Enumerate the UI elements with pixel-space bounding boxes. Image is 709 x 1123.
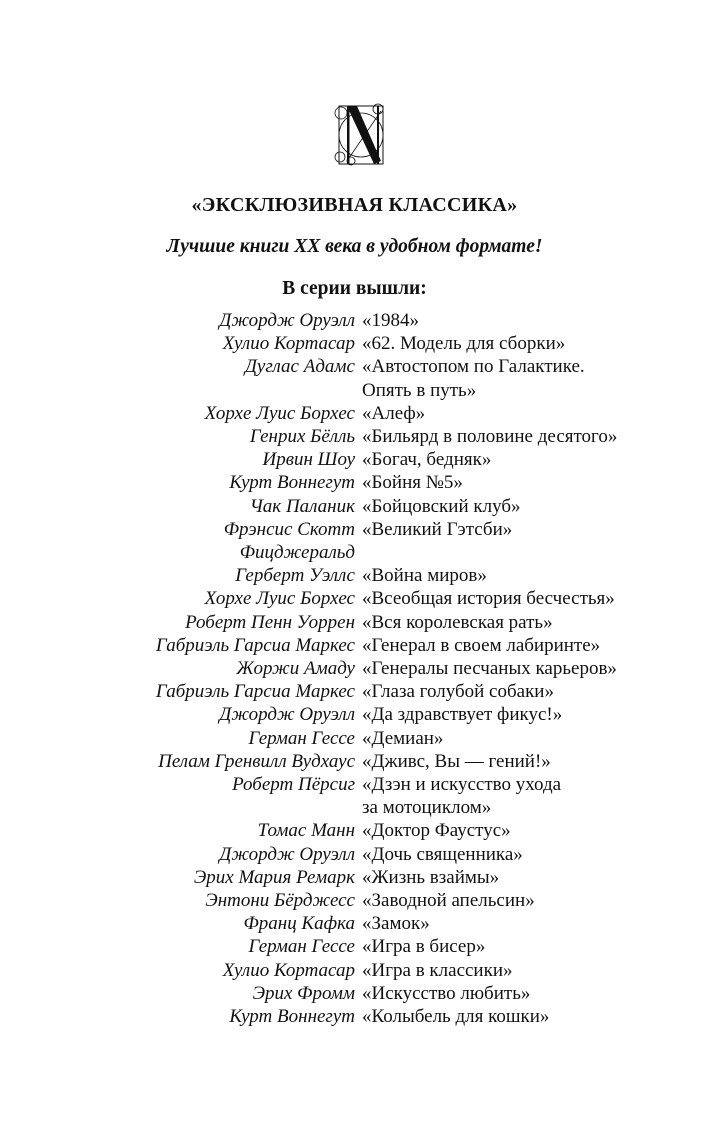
book-author (0, 611, 355, 634)
book-entry (0, 611, 709, 634)
book-author (0, 935, 355, 958)
author-line: Герман Гессе (248, 727, 355, 749)
book-entry (0, 773, 709, 819)
book-entry (0, 448, 709, 471)
book-list (0, 309, 709, 1028)
book-author (0, 727, 355, 750)
book-author (0, 309, 355, 332)
title-line: «Жизнь взаймы» (362, 866, 500, 888)
author-line: Эрих Мария Ремарк (193, 866, 355, 888)
book-title (355, 425, 617, 448)
title-line: «Заводной апельсин» (362, 890, 535, 912)
book-entry (0, 889, 709, 912)
title-line: «Генералы песчаных карьеров» (362, 658, 617, 680)
book-entry (0, 866, 709, 889)
title-line: «Глаза голубой собаки» (362, 681, 554, 703)
book-author (0, 680, 355, 703)
author-line: Томас Манн (257, 820, 355, 842)
book-author (0, 402, 355, 425)
author-line: Хорхе Луис Борхес (204, 588, 355, 610)
author-line: Дуглас Адамс (244, 356, 355, 378)
book-title (355, 611, 553, 634)
book-entry (0, 819, 709, 842)
book-title (355, 518, 512, 564)
author-line: Энтони Бёрджесс (205, 890, 355, 912)
book-author (0, 495, 355, 518)
book-title (355, 889, 535, 912)
book-author (0, 982, 355, 1005)
book-entry (0, 355, 709, 401)
book-author (0, 959, 355, 982)
title-line: «Вся королевская рать» (362, 611, 553, 633)
book-author (0, 518, 355, 564)
title-line: «Богач, бедняк» (362, 449, 492, 471)
book-title (355, 935, 485, 958)
book-author (0, 355, 355, 401)
title-line: «Великий Гэтсби» (362, 518, 513, 540)
title-line: «Всеобщая история бесчестья» (362, 588, 615, 610)
book-title (355, 1005, 549, 1028)
book-title (355, 355, 585, 401)
list-heading: В серии вышли: (282, 278, 427, 299)
author-line: Жоржи Амаду (236, 658, 355, 680)
book-title (355, 448, 491, 471)
author-line: Джордж Оруэлл (219, 310, 355, 331)
book-entry (0, 703, 709, 726)
author-line: Джордж Оруэлл (219, 843, 355, 865)
book-entry (0, 680, 709, 703)
book-entry (0, 657, 709, 680)
publisher-logo-icon (333, 103, 389, 167)
book-title (355, 773, 561, 819)
book-author (0, 425, 355, 448)
author-line: Фрэнсис Скотт (223, 518, 355, 540)
book-author (0, 912, 355, 935)
title-line: «Замок» (362, 913, 430, 935)
book-title (355, 634, 600, 657)
title-line: «Автостопом по Галактике. (362, 356, 585, 378)
author-line: Герберт Уэллс (235, 565, 355, 587)
book-entry (0, 402, 709, 425)
author-line: Ирвин Шоу (262, 449, 355, 471)
book-title (355, 912, 430, 935)
book-author (0, 471, 355, 494)
title-line: «1984» (362, 310, 419, 331)
title-line: «Генерал в своем лабиринте» (362, 634, 601, 656)
author-line: Курт Воннегут (229, 1006, 355, 1028)
title-line: «Демиан» (362, 727, 444, 749)
book-title (355, 959, 513, 982)
book-entry (0, 425, 709, 448)
book-author (0, 1005, 355, 1028)
book-author (0, 564, 355, 587)
book-entry (0, 309, 709, 332)
book-entry (0, 1005, 709, 1028)
title-line: «Игра в классики» (362, 959, 513, 981)
book-title (355, 680, 554, 703)
title-line: «Бильярд в половине десятого» (362, 426, 618, 448)
title-line: «Война миров» (362, 565, 487, 587)
book-author (0, 587, 355, 610)
book-author (0, 750, 355, 773)
book-title (355, 564, 487, 587)
book-title (355, 471, 463, 494)
author-line: Хулио Кортасар (222, 333, 355, 355)
book-title (355, 819, 511, 842)
book-author (0, 819, 355, 842)
book-entry (0, 471, 709, 494)
book-author (0, 773, 355, 819)
book-entry (0, 634, 709, 657)
book-title (355, 402, 425, 425)
book-title (355, 866, 499, 889)
title-line: «Бойцовский клуб» (362, 495, 521, 517)
title-line: Опять в путь» (362, 379, 477, 401)
book-entry (0, 959, 709, 982)
title-line: «Игра в бисер» (362, 936, 486, 958)
title-line: «Дзэн и искусство ухода (362, 774, 562, 796)
book-entry (0, 935, 709, 958)
book-title (355, 657, 617, 680)
book-author (0, 332, 355, 355)
author-line: Джордж Оруэлл (219, 704, 355, 726)
book-author (0, 843, 355, 866)
book-entry (0, 587, 709, 610)
book-author (0, 889, 355, 912)
title-line: «Доктор Фаустус» (362, 820, 511, 842)
author-line: Пелам Гренвилл Вудхаус (158, 750, 355, 772)
book-title (355, 587, 615, 610)
author-line: Генрих Бёлль (249, 426, 355, 448)
author-line: Роберт Пенн Уоррен (185, 611, 355, 633)
title-line: «Бойня №5» (362, 472, 463, 494)
title-line: «Колыбель для кошки» (362, 1006, 550, 1028)
book-title (355, 332, 565, 355)
author-line: Герман Гессе (248, 936, 355, 958)
author-line: Хорхе Луис Борхес (204, 402, 355, 424)
author-line: Курт Воннегут (229, 472, 355, 494)
book-entry (0, 332, 709, 355)
book-entry (0, 727, 709, 750)
book-title (355, 703, 562, 726)
book-author (0, 634, 355, 657)
author-line: Габриэль Гарсиа Маркес (155, 634, 355, 656)
book-title (355, 495, 521, 518)
book-entry (0, 564, 709, 587)
title-line: за мотоциклом» (362, 797, 492, 819)
author-line: Фицджеральд (239, 542, 355, 564)
author-line: Франц Кафка (243, 913, 355, 935)
title-line: «Да здравствует фикус!» (362, 704, 563, 726)
book-title (355, 727, 443, 750)
book-author (0, 448, 355, 471)
book-entry (0, 518, 709, 564)
author-line: Хулио Кортасар (222, 959, 355, 981)
book-title (355, 982, 530, 1005)
title-line: «Дочь священника» (362, 843, 523, 865)
title-line: «Алеф» (362, 402, 426, 424)
book-title (355, 750, 551, 773)
book-entry (0, 495, 709, 518)
book-title (355, 843, 523, 866)
series-title: «ЭКСКЛЮЗИВНАЯ КЛАССИКА» (191, 194, 518, 216)
title-line: «Искусство любить» (362, 982, 531, 1004)
series-tagline: Лучшие книги XX века в удобном формате! (166, 236, 543, 257)
title-line: «Дживс, Вы — гений!» (362, 750, 551, 772)
book-entry (0, 982, 709, 1005)
book-title (355, 309, 419, 332)
book-entry (0, 912, 709, 935)
author-line: Габриэль Гарсиа Маркес (155, 681, 355, 703)
author-line: Роберт Пёрсиг (232, 774, 355, 796)
book-author (0, 866, 355, 889)
book-author (0, 703, 355, 726)
book-entry (0, 843, 709, 866)
title-line: «62. Модель для сборки» (362, 333, 566, 355)
book-entry (0, 750, 709, 773)
book-author (0, 657, 355, 680)
author-line: Эрих Фромм (252, 982, 355, 1004)
author-line: Чак Паланик (249, 495, 355, 517)
